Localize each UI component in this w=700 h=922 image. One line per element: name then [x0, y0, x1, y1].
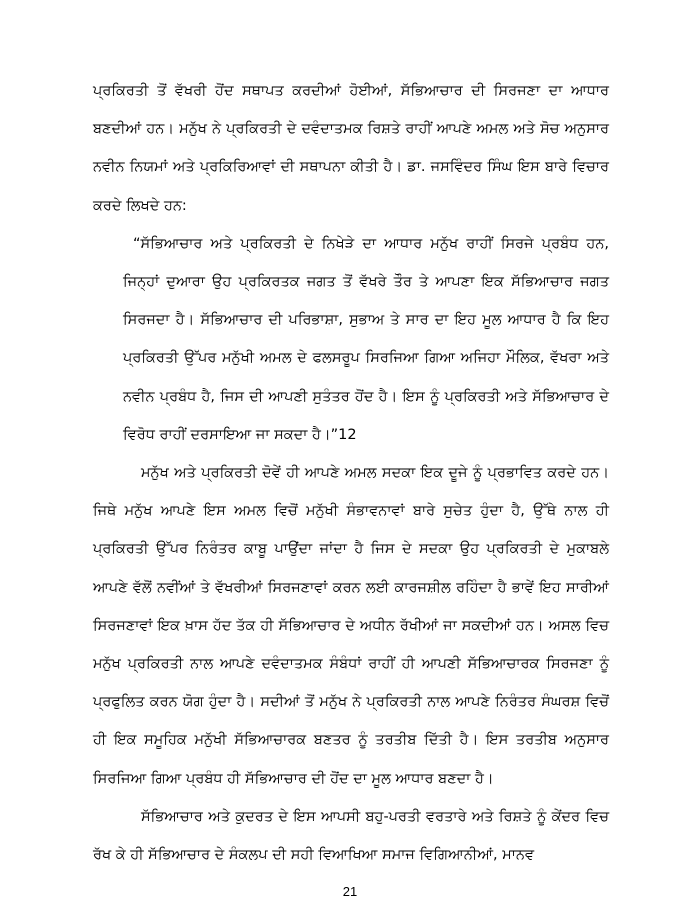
block-quote: “ਸੱਭਿਆਚਾਰ ਅਤੇ ਪ੍ਰਕਿਰਤੀ ਦੇ ਨਿਖੇੜੇ ਦਾ ਆਧਾਰ ਮਨੁੱਖ ਰਾਹੀਂ ਸਿਰਜੇ ਪ੍ਰਬੰਧ ਹਨ, ਜਿਨ੍ਹਾਂ ਦੁਆਰਾ ਉਹ ਪ੍ਰਕਿਰਤਕ ਜਗਤ ਤੋਂ ਵੱਖਰੇ ਤੌਰ ਤੇ ਆਪਣਾ ਇਕ ਸੱਭਿਆਚਾਰ ਜਗਤ ਸਿਰਜਦਾ ਹੈ। ਸੱਭਿਆਚਾਰ ਦੀ ਪਰਿਭਾਸ਼ਾ, ਸੁਭਾਅ ਤੇ ਸਾਰ ਦਾ ਇਹ ਮੂਲ ਆਧਾਰ ਹੈ ਕਿ ਇਹ ਪ੍ਰਕਿਰਤੀ ਉੱਪਰ ਮਨੁੱਖੀ ਅਮਲ ਦੇ ਫਲਸਰੂਪ ਸਿਰਜਿਆ ਗਿਆ ਅਜਿਹਾ ਮੌਲਿਕ, ਵੱਖਰਾ ਅਤੇ ਨਵੀਨ ਪ੍ਰਬੰਧ ਹੈ, ਜਿਸ ਦੀ ਆਪਣੀ ਸੁਤੰਤਰ ਹੋਂਦ ਹੈ। ਇਸ ਨੂੰ ਪ੍ਰਕਿਰਤੀ ਅਤੇ ਸੱਭਿਆਚਾਰ ਦੇ ਵਿਰੋਧ ਰਾਹੀਂ ਦਰਸਾਇਆ ਜਾ ਸਕਦਾ ਹੈ।”12 — [123, 235, 609, 443]
paragraph-culture-nature: ਸੱਭਿਆਚਾਰ ਅਤੇ ਕੁਦਰਤ ਦੇ ਇਸ ਆਪਸੀ ਬਹੁ-ਪਰਤੀ ਵਰਤਾਰੇ ਅਤੇ ਰਿਸ਼ਤੇ ਨੂੰ ਕੇਂਦਰ ਵਿਚ ਰੱਖ ਕੇ ਹੀ ਸੱਭਿਆਚਾਰ ਦੇ ਸੰਕਲਪ ਦੀ ਸਹੀ ਵਿਆਖਿਆ ਸਮਾਜ ਵਿਗਿਆਨੀਆਂ, ਮਾਨਵ — [93, 808, 609, 864]
paragraph-human-nature: ਮਨੁੱਖ ਅਤੇ ਪ੍ਰਕਿਰਤੀ ਦੋਵੇਂ ਹੀ ਆਪਣੇ ਅਮਲ ਸਦਕਾ ਇਕ ਦੂਜੇ ਨੂੰ ਪ੍ਰਭਾਵਿਤ ਕਰਦੇ ਹਨ। ਜਿਥੇ ਮਨੁੱਖ ਆਪਣੇ ਇਸ ਅਮਲ ਵਿਚੋਂ ਮਨੁੱਖੀ ਸੰਭਾਵਨਾਵਾਂ ਬਾਰੇ ਸੁਚੇਤ ਹੁੰਦਾ ਹੈ, ਉੱਥੇ ਨਾਲ ਹੀ ਪ੍ਰਕਿਰਤੀ ਉੱਪਰ ਨਿਰੰਤਰ ਕਾਬੂ ਪਾਉਂਦਾ ਜਾਂਦਾ ਹੈ ਜਿਸ ਦੇ ਸਦਕਾ ਉਹ ਪ੍ਰਕਿਰਤੀ ਦੇ ਮੁਕਾਬਲੇ ਆਪਣੇ ਵੱਲੋਂ ਨਵੀਂਆਂ ਤੇ ਵੱਖਰੀਆਂ ਸਿਰਜਣਾਵਾਂ ਕਰਨ ਲਈ ਕਾਰਜਸ਼ੀਲ ਰਹਿੰਦਾ ਹੈ ਭਾਵੇਂ ਇਹ ਸਾਰੀਆਂ ਸਿਰਜਣਾਵਾਂ ਇਕ ਖ਼ਾਸ ਹੱਦ ਤੱਕ ਹੀ ਸੱਭਿਆਚਾਰ ਦੇ ਅਧੀਨ ਰੱਖੀਆਂ ਜਾ ਸਕਦੀਆਂ ਹਨ। ਅਸਲ ਵਿਚ ਮਨੁੱਖ ਪ੍ਰਕਿਰਤੀ ਨਾਲ ਆਪਣੇ ਦਵੰਦਾਤਮਕ ਸੰਬੰਧਾਂ ਰਾਹੀਂ ਹੀ ਆਪਣੀ ਸੱਭਿਆਚਾਰਕ ਸਿਰਜਣਾ ਨੂੰ ਪ੍ਰਫੁਲਿਤ ਕਰਨ ਯੋਗ ਹੁੰਦਾ ਹੈ। ਸਦੀਆਂ ਤੋਂ ਮਨੁੱਖ ਨੇ ਪ੍ਰਕਿਰਤੀ ਨਾਲ ਆਪਣੇ ਨਿਰੰਤਰ ਸੰਘਰਸ਼ ਵਿਚੋਂ ਹੀ ਇਕ ਸਮੂਹਿਕ ਮਨੁੱਖੀ ਸੱਭਿਆਚਾਰਕ ਬਣਤਰ ਨੂੰ ਤਰਤੀਬ ਦਿੱਤੀ ਹੈ। ਇਸ ਤਰਤੀਬ ਅਨੁਸਾਰ ਸਿਰਜਿਆ ਗਿਆ ਪ੍ਰਬੰਧ ਹੀ ਸੱਭਿਆਚਾਰ ਦੀ ਹੋਂਦ ਦਾ ਮੂਲ ਆਧਾਰ ਬਣਦਾ ਹੈ। — [93, 465, 609, 787]
page-number: 21 — [342, 884, 358, 900]
paragraph-intro: ਪ੍ਰਕਿਰਤੀ ਤੋਂ ਵੱਖਰੀ ਹੋਂਦ ਸਥਾਪਤ ਕਰਦੀਆਂ ਹੋਈਆਂ, ਸੱਭਿਆਚਾਰ ਦੀ ਸਿਰਜਣਾ ਦਾ ਆਧਾਰ ਬਣਦੀਆਂ ਹਨ। ਮਨੁੱਖ ਨੇ ਪ੍ਰਕਿਰਤੀ ਦੇ ਦਵੰਦਾਤਮਕ ਰਿਸ਼ਤੇ ਰਾਹੀਂ ਆਪਣੇ ਅਮਲ ਅਤੇ ਸੋਚ ਅਨੁਸਾਰ ਨਵੀਨ ਨਿਯਮਾਂ ਅਤੇ ਪ੍ਰਕਿਰਿਆਵਾਂ ਦੀ ਸਥਾਪਨਾ ਕੀਤੀ ਹੈ। ਡਾ. ਜਸਵਿੰਦਰ ਸਿੰਘ ਇਸ ਬਾਰੇ ਵਿਚਾਰ ਕਰਦੇ ਲਿਖਦੇ ਹਨ: — [93, 83, 609, 214]
document-body — [93, 72, 609, 874]
